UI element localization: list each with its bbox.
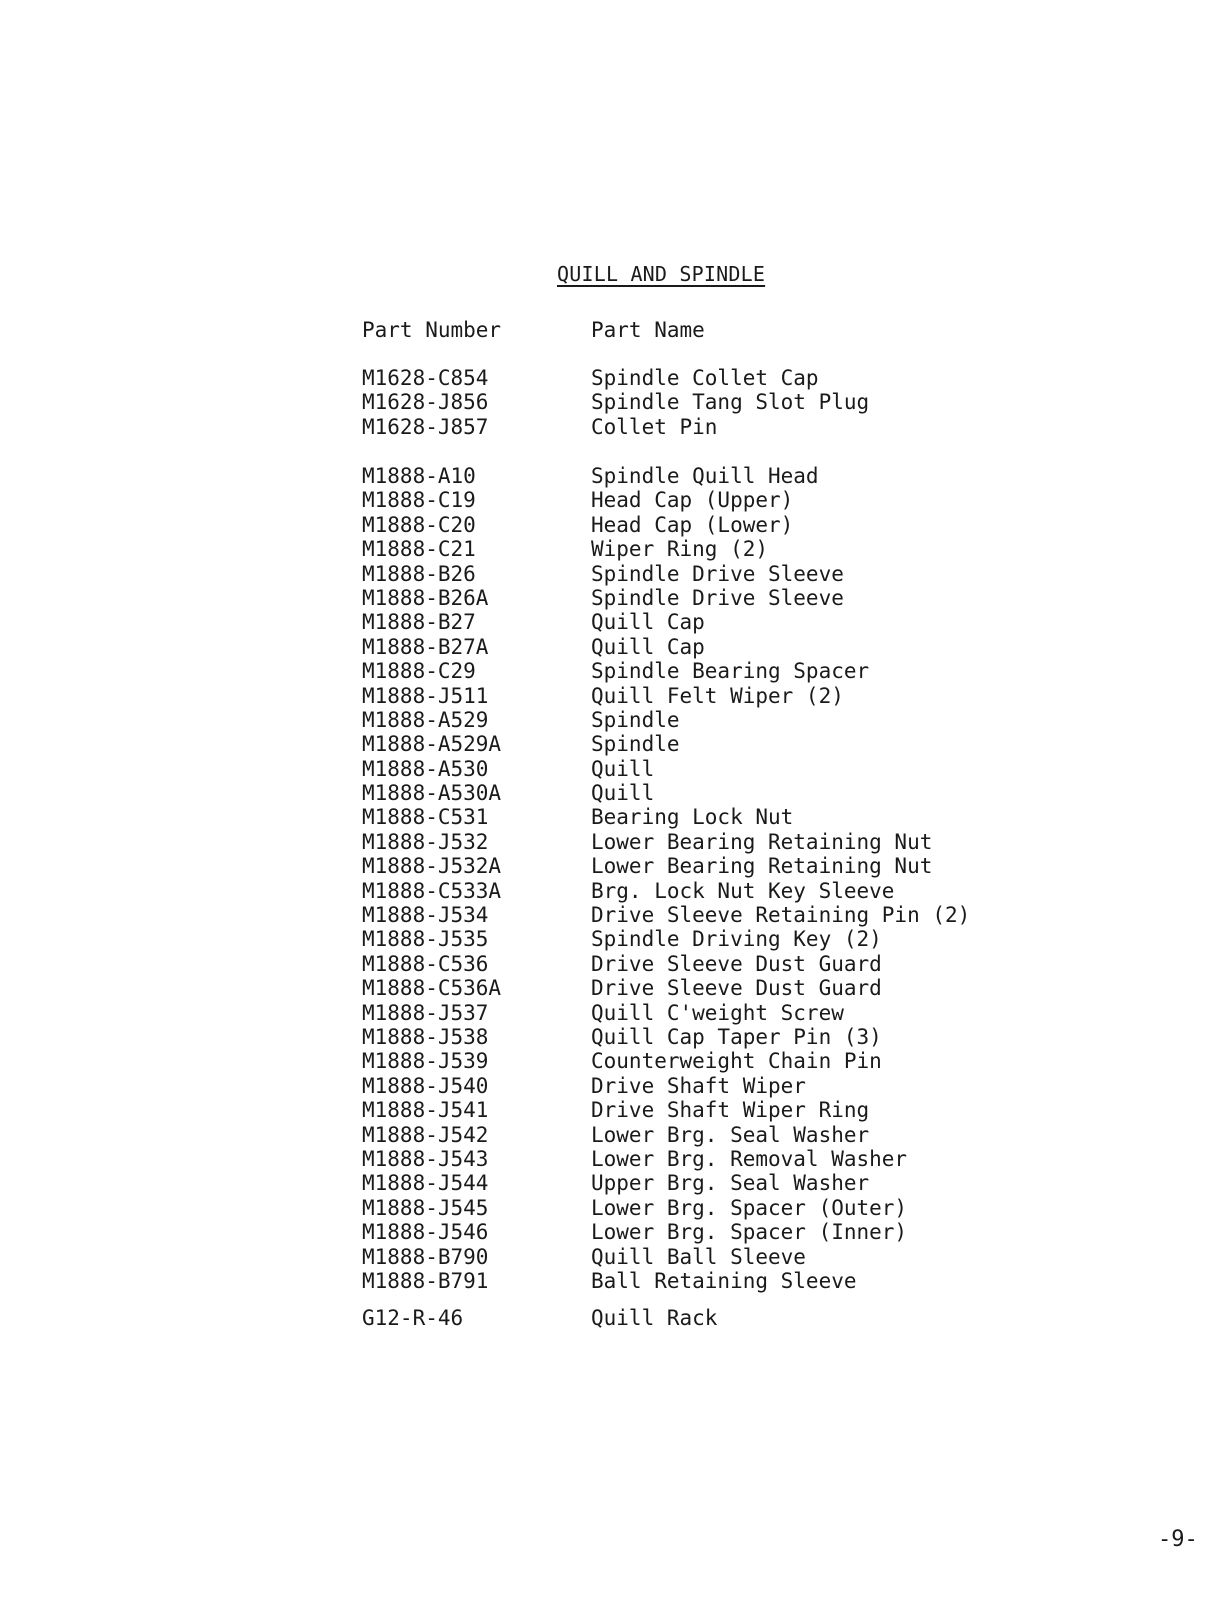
part-name: Spindle Bearing Spacer xyxy=(591,659,870,684)
part-number: M1888-J544 xyxy=(362,1171,489,1196)
part-name: Head Cap (Lower) xyxy=(591,512,794,537)
part-name: Spindle Tang Slot Plug xyxy=(591,390,870,415)
part-name: Wiper Ring (2) xyxy=(591,537,769,562)
part-name: Spindle xyxy=(591,732,680,757)
part-number: M1888-B27A xyxy=(362,634,489,659)
part-name: Counterweight Chain Pin xyxy=(591,1049,882,1074)
part-row xyxy=(362,1147,1062,1171)
part-name: Quill Cap xyxy=(591,634,705,659)
part-number: M1888-J532A xyxy=(362,854,502,879)
part-name: Drive Sleeve Dust Guard xyxy=(591,951,882,976)
part-number: M1888-J534 xyxy=(362,903,489,928)
part-row xyxy=(362,562,1062,586)
part-row xyxy=(362,976,1062,1000)
part-row xyxy=(362,1025,1062,1049)
part-number: M1888-J540 xyxy=(362,1073,489,1098)
part-name: Quill xyxy=(591,781,655,806)
part-name: Spindle Collet Cap xyxy=(591,366,819,390)
part-row xyxy=(362,537,1062,561)
part-name: Spindle Quill Head xyxy=(591,464,819,488)
part-name: Drive Shaft Wiper Ring xyxy=(591,1098,870,1123)
part-name: Drive Sleeve Retaining Pin (2) xyxy=(591,903,971,928)
part-row xyxy=(362,513,1062,537)
part-row xyxy=(362,927,1062,951)
part-row xyxy=(362,1098,1062,1122)
part-name-header: Part Name xyxy=(591,318,705,342)
part-row xyxy=(362,805,1062,829)
part-name: Quill Cap xyxy=(591,610,705,635)
part-name: Spindle xyxy=(591,707,680,732)
part-row xyxy=(362,1074,1062,1098)
part-name: Bearing Lock Nut xyxy=(591,805,794,830)
part-number: M1888-C531 xyxy=(362,805,489,830)
part-row xyxy=(362,781,1062,805)
part-row xyxy=(362,1196,1062,1220)
part-row xyxy=(362,1123,1062,1147)
part-number: M1888-J539 xyxy=(362,1049,489,1074)
part-row xyxy=(362,1001,1062,1025)
part-row xyxy=(362,708,1062,732)
part-name: Quill C'weight Screw xyxy=(591,1000,844,1025)
part-number: M1888-J545 xyxy=(362,1195,489,1220)
part-row xyxy=(362,610,1062,634)
part-number: M1888-B791 xyxy=(362,1268,489,1293)
part-row xyxy=(362,390,1062,414)
part-name: Upper Brg. Seal Washer xyxy=(591,1171,870,1196)
part-row xyxy=(362,757,1062,781)
part-number: M1888-J535 xyxy=(362,927,489,952)
parts-group-g12 xyxy=(362,1306,1062,1330)
part-row xyxy=(362,659,1062,683)
part-number: M1888-C29 xyxy=(362,659,476,684)
part-number: M1888-C533A xyxy=(362,878,502,903)
part-row xyxy=(362,1306,1062,1330)
part-row xyxy=(362,415,1062,439)
part-number: M1888-C19 xyxy=(362,488,476,513)
part-name: Lower Brg. Spacer (Inner) xyxy=(591,1220,908,1245)
part-row xyxy=(362,1269,1062,1293)
parts-group-m1628 xyxy=(362,366,1062,439)
part-name: Lower Brg. Spacer (Outer) xyxy=(591,1195,908,1220)
part-number: M1888-A530 xyxy=(362,756,489,781)
part-row xyxy=(362,1245,1062,1269)
part-row xyxy=(362,366,1062,390)
part-number: M1888-C20 xyxy=(362,512,476,537)
part-name: Quill Cap Taper Pin (3) xyxy=(591,1024,882,1049)
part-row xyxy=(362,1171,1062,1195)
part-row xyxy=(362,830,1062,854)
part-name: Quill Ball Sleeve xyxy=(591,1244,806,1269)
part-number: M1628-J857 xyxy=(362,414,489,439)
part-row xyxy=(362,732,1062,756)
part-name: Lower Brg. Seal Washer xyxy=(591,1122,870,1147)
part-number: M1888-J541 xyxy=(362,1098,489,1123)
part-number: M1888-J532 xyxy=(362,829,489,854)
part-number: M1888-C536A xyxy=(362,976,502,1001)
part-row xyxy=(362,464,1062,488)
part-number: M1888-J542 xyxy=(362,1122,489,1147)
part-number: M1888-J543 xyxy=(362,1146,489,1171)
part-row xyxy=(362,854,1062,878)
part-number: M1888-C21 xyxy=(362,537,476,562)
part-row xyxy=(362,635,1062,659)
part-number: M1888-J537 xyxy=(362,1000,489,1025)
part-name: Spindle Drive Sleeve xyxy=(591,585,844,610)
part-number: M1888-A530A xyxy=(362,781,502,806)
part-name: Brg. Lock Nut Key Sleeve xyxy=(591,878,895,903)
part-number: M1628-C854 xyxy=(362,366,489,390)
part-number: M1888-A10 xyxy=(362,464,476,488)
part-number: M1888-C536 xyxy=(362,951,489,976)
part-row xyxy=(362,903,1062,927)
part-number: M1888-B790 xyxy=(362,1244,489,1269)
part-name: Drive Sleeve Dust Guard xyxy=(591,976,882,1001)
part-name: Lower Brg. Removal Washer xyxy=(591,1146,908,1171)
part-row xyxy=(362,488,1062,512)
part-row xyxy=(362,952,1062,976)
part-name: Quill xyxy=(591,756,655,781)
part-name: Spindle Drive Sleeve xyxy=(591,561,844,586)
part-row xyxy=(362,1220,1062,1244)
part-name: Drive Shaft Wiper xyxy=(591,1073,806,1098)
part-row xyxy=(362,1049,1062,1073)
part-number: M1888-J538 xyxy=(362,1024,489,1049)
part-name: Spindle Driving Key (2) xyxy=(591,927,882,952)
part-row xyxy=(362,586,1062,610)
part-number: M1888-J511 xyxy=(362,683,489,708)
part-number: M1888-A529A xyxy=(362,732,502,757)
section-title: QUILL AND SPINDLE xyxy=(557,262,766,286)
part-name: Quill Felt Wiper (2) xyxy=(591,683,844,708)
part-name: Lower Bearing Retaining Nut xyxy=(591,829,933,854)
part-row xyxy=(362,879,1062,903)
parts-group-m1888 xyxy=(362,464,1062,1293)
part-number: M1888-B26A xyxy=(362,585,489,610)
page-number: -9- xyxy=(1158,1527,1198,1552)
part-name: Head Cap (Upper) xyxy=(591,488,794,513)
part-name: Ball Retaining Sleeve xyxy=(591,1268,857,1293)
part-number-header: Part Number xyxy=(362,318,502,342)
part-number: M1888-B27 xyxy=(362,610,476,635)
part-row xyxy=(362,684,1062,708)
part-number: M1888-J546 xyxy=(362,1220,489,1245)
part-name: Collet Pin xyxy=(591,414,718,439)
part-name: Lower Bearing Retaining Nut xyxy=(591,854,933,879)
part-number: G12-R-46 xyxy=(362,1306,464,1330)
part-number: M1888-B26 xyxy=(362,561,476,586)
part-name: Quill Rack xyxy=(591,1306,718,1330)
part-number: M1628-J856 xyxy=(362,390,489,415)
part-number: M1888-A529 xyxy=(362,707,489,732)
